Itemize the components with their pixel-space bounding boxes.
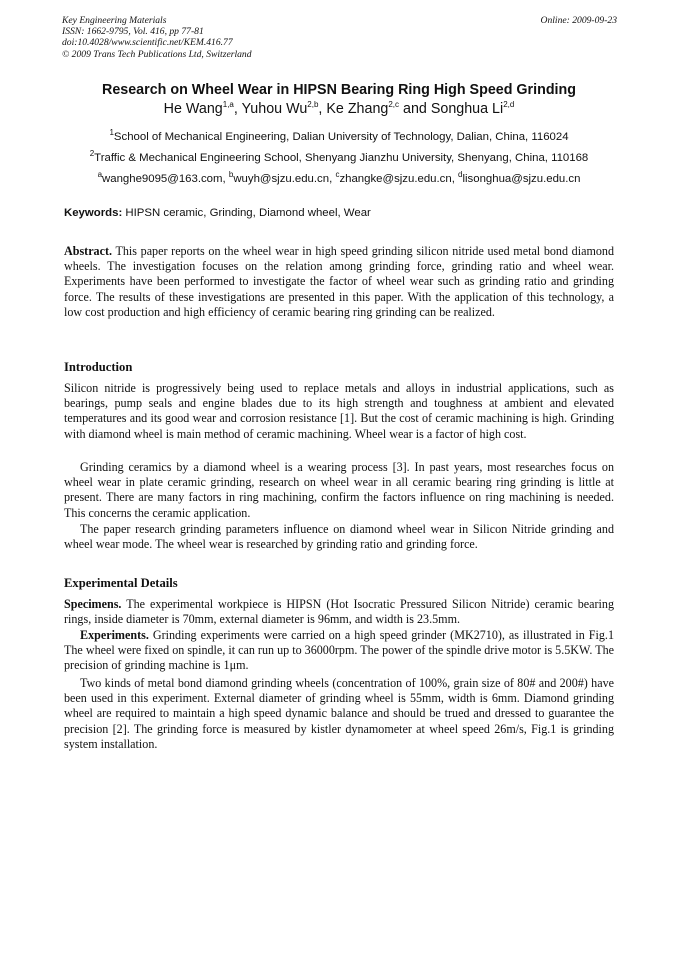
intro-paragraph-3: The paper research grinding parameters influence on diamond wheel wear in Silicon Nitride grinding and wheel wear mode. The wheel wear is researched by grinding ratio and grinding force.: [64, 522, 614, 552]
affiliation-sup: 2: [89, 149, 95, 159]
experiments-paragraph: [64, 628, 614, 674]
paper-title: Research on Wheel Wear in HIPSN Bearing Ring High Speed Grinding: [102, 82, 576, 98]
author-sup: 1,a: [222, 100, 234, 110]
experiments-text: Grinding experiments were carried on a high speed grinder (MK2710), as illustrated in Fig.1 The wheel were fixed on spindle, it can run up to 36000rpm. The power of the spindle drive motor is 5.5KW. The precision of grinding machine is 1μm.: [64, 628, 614, 673]
email-sup: b: [228, 170, 234, 180]
email-sep: ,: [451, 173, 459, 185]
author-name: He Wang: [163, 101, 223, 117]
author-sep: ,: [318, 101, 327, 117]
email-link[interactable]: wanghe9095@163.com: [102, 173, 223, 185]
specimens-text: The experimental workpiece is HIPSN (Hot Isocratic Pressured Silicon Nitride) ceramic bearing rings, inside diameter is 70mm, external diameter is 96mm, and width is 23.5mm.: [64, 597, 614, 627]
author-name: Yuhou Wu: [241, 101, 308, 117]
affiliation-text: School of Mechanical Engineering, Dalian University of Technology, Dalian, China, 116024: [113, 131, 569, 143]
keywords-text: HIPSN ceramic, Grinding, Diamond wheel, Wear: [125, 207, 371, 219]
experiments-label: Experiments.: [80, 628, 149, 642]
email-link[interactable]: lisonghua@sjzu.edu.cn: [462, 173, 581, 185]
author-sup: 2,c: [388, 100, 400, 110]
author-list: [0, 101, 678, 117]
author-sup: 2,d: [503, 100, 515, 110]
abstract-label: Abstract.: [64, 244, 113, 258]
author-sep: ,: [233, 101, 242, 117]
specimens-label: Specimens.: [64, 597, 122, 611]
affiliation-1: [0, 128, 678, 143]
author-sup: 2,b: [307, 100, 319, 110]
email-link[interactable]: wuyh@sjzu.edu.cn: [233, 173, 330, 185]
affiliation-2: [0, 149, 678, 164]
author-name: Songhua Li: [430, 101, 504, 117]
email-link[interactable]: zhangke@sjzu.edu.cn: [339, 173, 452, 185]
author-sep: and: [399, 101, 431, 117]
email-sup: a: [97, 170, 103, 180]
specimens-paragraph: [64, 597, 614, 627]
affiliation-text: Traffic & Mechanical Engineering School, Shenyang Jianzhu University, Shenyang, China, 110168: [94, 152, 589, 164]
email-sep: ,: [329, 173, 336, 185]
keywords-line: [64, 207, 371, 219]
journal-header: [62, 15, 617, 60]
journal-name: Key Engineering Materials: [62, 15, 167, 26]
online-date: Online: 2009-09-23: [540, 15, 617, 26]
intro-paragraph-1: Silicon nitride is progressively being used to replace metals and alloys in industrial applications, such as bearings, pump seals and engine blades due to its high strength and toughness at ambient and elevated temperatures and its good wear and corrosion resistance [1]. But the cost of ceramic machining is high. Grinding with diamond wheel is main method of ceramic machining. Wheel wear is a factor of high cost.: [64, 381, 614, 441]
doi-line: doi:10.4028/www.scientific.net/KEM.416.77: [62, 37, 233, 49]
email-sup: c: [335, 170, 340, 180]
wheels-paragraph: Two kinds of metal bond diamond grinding wheels (concentration of 100%, grain size of 80# and 200#) have been used in this experiment. External diameter of grinding wheel is 55mm, width is 6mm. Diamond grinding wheel are required to maintain a high speed dynamic balance and should be trued and dressed to guarantee the precision [2]. The grinding force is measured by kistler dynamometer at wheel speed 26m/s, Fig.1 is grinding system installation.: [64, 676, 614, 751]
abstract-text: This paper reports on the wheel wear in high speed grinding silicon nitride used metal bond diamond wheels. The investigation focuses on the relation among grinding force, grinding ratio and wheel wear. Experiments have been performed to investigate the factor of wheel wear such as grinding ratio and grinding force. The results of these investigations are presented in this paper. With the application of this technology, a low cost production and high efficiency of ceramic bearing ring grinding can be realized.: [64, 244, 614, 319]
copyright-line: © 2009 Trans Tech Publications Ltd, Switzerland: [62, 48, 252, 60]
introduction-heading: Introduction: [64, 360, 133, 374]
intro-paragraph-2: Grinding ceramics by a diamond wheel is a wearing process [3]. In past years, most researches focus on wheel wear in plate ceramic grinding, research on wheel wear in all ceramic bearing ring grinding is little at present. There are many factors in ring machining, confirm the factors influence on ring machining is needed. This concerns the ceramic application.: [64, 460, 614, 520]
keywords-label: Keywords:: [64, 207, 123, 219]
email-sep: ,: [222, 173, 229, 185]
issn-line: ISSN: 1662-9795, Vol. 416, pp 77-81: [62, 26, 204, 38]
email-list: [0, 170, 678, 185]
experimental-heading: Experimental Details: [64, 576, 178, 590]
affiliation-sup: 1: [109, 128, 114, 138]
abstract-paragraph: [64, 244, 614, 320]
author-name: Ke Zhang: [326, 101, 389, 117]
email-sup: d: [458, 170, 463, 180]
